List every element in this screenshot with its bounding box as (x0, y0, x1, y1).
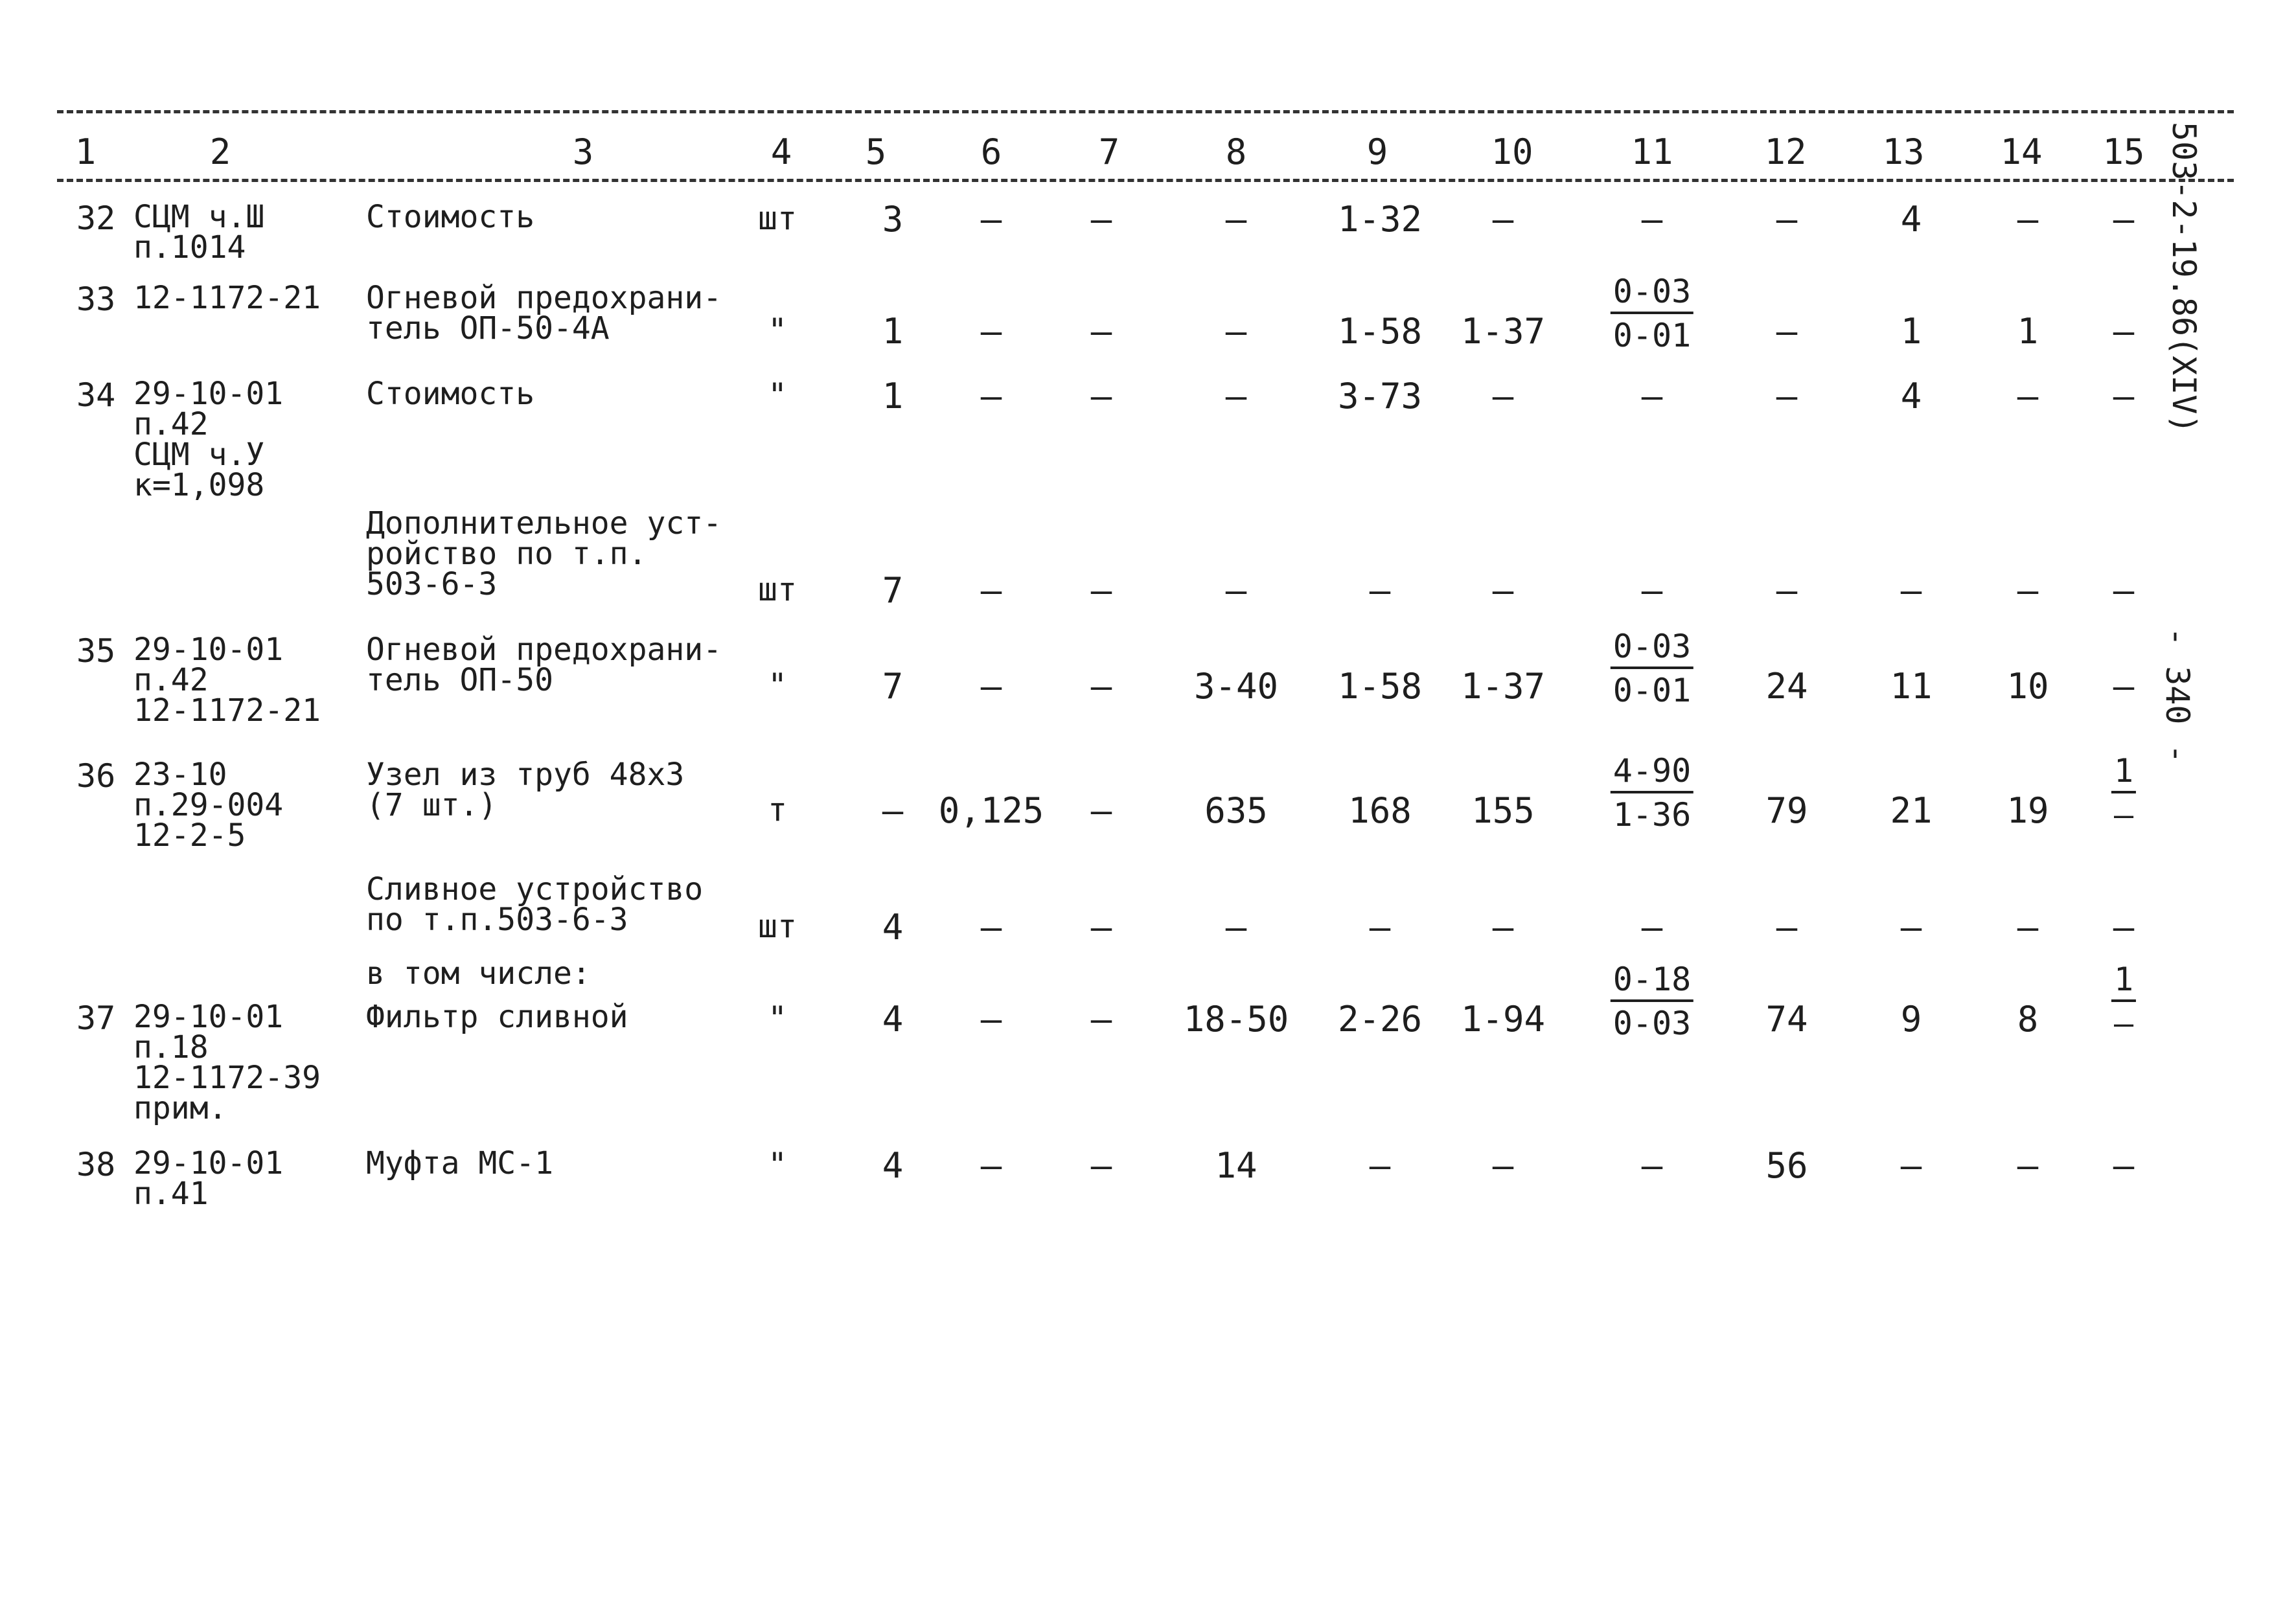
header-col-13: 13 (1882, 131, 1925, 172)
row-unit: шт (757, 907, 798, 945)
header-col-12: 12 (1764, 131, 1807, 172)
fraction-denominator: 1-36 (1613, 796, 1692, 834)
row-col-5: 4 (882, 1145, 904, 1186)
top-dashed-rule (57, 110, 2234, 113)
row-code-line: п.1014 (133, 229, 246, 266)
row-col-8: – (1225, 311, 1247, 352)
row-col-13: 4 (1900, 376, 1922, 416)
row-col-15-fraction (2111, 752, 2136, 834)
row-number: 34 (76, 376, 116, 414)
row-col-8: 18-50 (1183, 999, 1289, 1040)
fraction-denominator: – (2113, 1005, 2134, 1042)
row-number: 37 (76, 999, 116, 1037)
row-col-10: 155 (1471, 790, 1535, 831)
row-col-14: 10 (2006, 666, 2049, 707)
row-col-5: 1 (882, 376, 904, 416)
row-number: 35 (76, 632, 116, 670)
header-col-3: 3 (572, 131, 594, 172)
row-unit: " (767, 376, 788, 414)
row-col-15-fraction (2111, 963, 2136, 1040)
row-code-line: п.29-004 (133, 787, 284, 823)
row-col-7: – (1090, 1145, 1112, 1186)
row-col-11-fraction (1611, 752, 1693, 834)
row-number: 38 (76, 1146, 116, 1183)
row-col-12: 79 (1765, 790, 1808, 831)
row-col-13: 11 (1890, 666, 1933, 707)
row-unit: т (767, 791, 788, 828)
row-code-line: СЦМ ч.Ш (133, 199, 265, 235)
row-col-7: – (1090, 790, 1112, 831)
row-col-10: 1-37 (1460, 311, 1546, 352)
row-col-14: – (2017, 570, 2039, 611)
header-col-11: 11 (1631, 131, 1673, 172)
header-col-14: 14 (2000, 131, 2043, 172)
row-code-line: 12-1172-39 (133, 1060, 321, 1096)
row-col-5: – (882, 790, 904, 831)
row-col-15: – (2113, 311, 2135, 352)
row-col-14: – (2017, 907, 2039, 948)
row-col-11-fraction (1611, 275, 1693, 352)
fraction-denominator: – (2113, 796, 2134, 834)
row-col-5: 4 (882, 907, 904, 948)
row-col-8: – (1225, 199, 1247, 240)
row-col-6: – (980, 376, 1002, 416)
row-name-line: Муфта МС-1 (366, 1145, 553, 1181)
row-col-11-fraction (1611, 630, 1693, 707)
header-col-15: 15 (2102, 131, 2145, 172)
row-col-5: 3 (882, 199, 904, 240)
row-col-6: – (980, 666, 1002, 707)
row-col-7: – (1090, 570, 1112, 611)
row-col-13: 21 (1890, 790, 1933, 831)
row-col-10: – (1492, 907, 1514, 948)
row-col-12: – (1776, 376, 1798, 416)
row-name-line: Стоимость (366, 199, 535, 235)
row-col-8: 14 (1215, 1145, 1257, 1186)
row-unit: " (767, 667, 788, 704)
row-col-11: – (1641, 570, 1663, 611)
row-name-line: тель ОП-50 (366, 662, 553, 698)
row-name-line: (7 шт.) (366, 787, 498, 823)
row-code-line: к=1,098 (133, 467, 265, 503)
header-col-6: 6 (980, 131, 1002, 172)
row-name-line: Сливное устройство (366, 871, 704, 907)
row-code-line: п.42 (133, 406, 209, 442)
row-col-13: – (1900, 570, 1922, 611)
row-col-13: 1 (1900, 311, 1922, 352)
row-code-line: 29-10-01 (133, 632, 284, 668)
row-col-12: – (1776, 199, 1798, 240)
row-name-line: Огневой предохрани- (366, 632, 722, 668)
row-col-7: – (1090, 311, 1112, 352)
row-col-15: – (2113, 199, 2135, 240)
row-number: 33 (76, 280, 116, 318)
fraction-numerator: 1 (2111, 963, 2136, 1002)
row-col-14: – (2017, 199, 2039, 240)
row-col-12: – (1776, 570, 1798, 611)
row-name-line: Стоимость (366, 376, 535, 412)
row-name-line: тель ОП-50-4А (366, 310, 610, 347)
row-col-13: – (1900, 1145, 1922, 1186)
row-col-10: 1-37 (1460, 666, 1546, 707)
row-col-9: 2-26 (1337, 999, 1423, 1040)
row-col-5: 7 (882, 570, 904, 611)
row-code-line: 29-10-01 (133, 999, 284, 1035)
row-col-13: 9 (1900, 999, 1922, 1040)
row-col-6: – (980, 907, 1002, 948)
row-unit: " (767, 999, 788, 1037)
row-col-14: 19 (2006, 790, 2049, 831)
row-number: 32 (76, 199, 116, 237)
row-col-14: – (2017, 376, 2039, 416)
row-col-10: 1-94 (1460, 999, 1546, 1040)
row-col-15: – (2113, 666, 2135, 707)
row-col-9: 1-58 (1337, 666, 1423, 707)
row-name-line: Фильтр сливной (366, 999, 628, 1035)
row-name-line: Дополнительное уст- (366, 505, 722, 541)
row-name-line: Огневой предохрани- (366, 280, 722, 316)
fraction-numerator: 0-03 (1611, 275, 1693, 314)
row-col-8: – (1225, 376, 1247, 416)
row-code-line: 29-10-01 (133, 1145, 284, 1181)
row-col-12: 56 (1765, 1145, 1808, 1186)
row-col-11-fraction (1611, 963, 1693, 1040)
row-unit: шт (757, 571, 798, 608)
row-col-8: 635 (1204, 790, 1268, 831)
fraction-numerator: 0-18 (1611, 963, 1693, 1002)
header-col-4: 4 (770, 131, 792, 172)
row-col-5: 7 (882, 666, 904, 707)
header-col-7: 7 (1098, 131, 1120, 172)
row-col-14: – (2017, 1145, 2039, 1186)
row-unit: " (767, 1146, 788, 1183)
row-code-line: 29-10-01 (133, 376, 284, 412)
row-col-7: – (1090, 907, 1112, 948)
row-col-9: 3-73 (1337, 376, 1423, 416)
fraction-numerator: 1 (2111, 755, 2136, 793)
row-col-7: – (1090, 999, 1112, 1040)
fraction-denominator: 0-01 (1613, 317, 1692, 354)
row-unit: шт (757, 199, 798, 237)
row-col-6: 0,125 (938, 790, 1044, 831)
row-name-line: в том числе: (366, 955, 591, 992)
header-col-9: 9 (1366, 131, 1388, 172)
row-col-9: 1-58 (1337, 311, 1423, 352)
row-col-7: – (1090, 376, 1112, 416)
row-col-10: – (1492, 199, 1514, 240)
row-col-7: – (1090, 199, 1112, 240)
row-col-12: – (1776, 311, 1798, 352)
row-col-14: 1 (2017, 311, 2039, 352)
row-col-9: – (1369, 1145, 1391, 1186)
row-col-6: – (980, 1145, 1002, 1186)
fraction-numerator: 0-03 (1611, 630, 1693, 669)
row-code-line: п.18 (133, 1029, 209, 1066)
row-col-8: – (1225, 907, 1247, 948)
fraction-denominator: 0-01 (1613, 672, 1692, 709)
row-name-line: по т.п.503-6-3 (366, 902, 628, 938)
row-code-line: 12-2-5 (133, 817, 246, 854)
row-col-12: 24 (1765, 666, 1808, 707)
header-col-1: 1 (75, 131, 97, 172)
row-col-5: 4 (882, 999, 904, 1040)
row-code-line: п.42 (133, 662, 209, 698)
row-name-line: 503-6-3 (366, 566, 498, 602)
row-col-6: – (980, 311, 1002, 352)
side-document-code: 503-2-19.86(XIV) (2165, 122, 2203, 434)
row-col-13: 4 (1900, 199, 1922, 240)
row-col-10: – (1492, 1145, 1514, 1186)
header-col-5: 5 (865, 131, 887, 172)
header-col-10: 10 (1491, 131, 1533, 172)
row-col-15: – (2113, 376, 2135, 416)
row-name-line: Узел из труб 48х3 (366, 757, 685, 793)
row-name-line: ройство по т.п. (366, 536, 647, 572)
row-col-6: – (980, 199, 1002, 240)
row-col-7: – (1090, 666, 1112, 707)
row-col-10: – (1492, 376, 1514, 416)
header-col-8: 8 (1225, 131, 1247, 172)
row-col-11: – (1641, 1145, 1663, 1186)
row-col-11: – (1641, 376, 1663, 416)
row-col-9: – (1369, 570, 1391, 611)
header-col-2: 2 (209, 131, 231, 172)
row-col-14: 8 (2017, 999, 2039, 1040)
fraction-numerator: 4-90 (1611, 755, 1693, 793)
row-code-line: СЦМ ч.У (133, 437, 265, 473)
row-col-13: – (1900, 907, 1922, 948)
row-col-15: – (2113, 907, 2135, 948)
row-col-9: 1-32 (1337, 199, 1423, 240)
row-code-line: 23-10 (133, 757, 227, 793)
row-col-12: – (1776, 907, 1798, 948)
row-col-11: – (1641, 199, 1663, 240)
row-code-line: 12-1172-21 (133, 280, 321, 316)
row-col-10: – (1492, 570, 1514, 611)
row-col-15: – (2113, 1145, 2135, 1186)
row-code-line: п.41 (133, 1176, 209, 1212)
row-col-9: – (1369, 907, 1391, 948)
fraction-denominator: 0-03 (1613, 1005, 1692, 1042)
row-code-line: прим. (133, 1090, 227, 1126)
header-dashed-rule (57, 179, 2234, 182)
page-number: - 340 - (2159, 627, 2196, 764)
row-col-8: 3-40 (1193, 666, 1279, 707)
row-col-15: – (2113, 570, 2135, 611)
row-col-6: – (980, 999, 1002, 1040)
row-number: 36 (76, 757, 116, 795)
row-col-8: – (1225, 570, 1247, 611)
row-col-6: – (980, 570, 1002, 611)
row-col-9: 168 (1348, 790, 1412, 831)
row-unit: " (767, 312, 788, 349)
row-code-line: 12-1172-21 (133, 692, 321, 729)
row-col-11: – (1641, 907, 1663, 948)
row-col-12: 74 (1765, 999, 1808, 1040)
row-col-5: 1 (882, 311, 904, 352)
